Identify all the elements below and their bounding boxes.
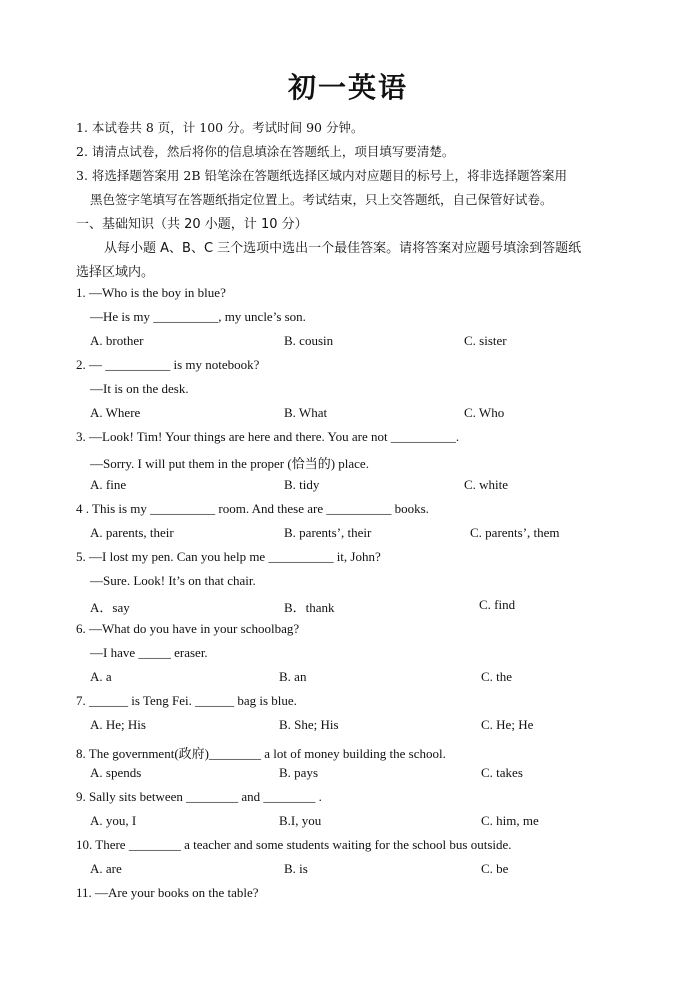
question-9-option-c: C. him, me bbox=[481, 813, 539, 828]
question-5-option-a: A．say bbox=[90, 600, 130, 615]
question-5-option-c: C. find bbox=[479, 597, 516, 612]
question-2-option-b: B. What bbox=[284, 405, 328, 420]
directions-line-2: 选择区域内。 bbox=[76, 265, 155, 280]
question-1-option-a: A. brother bbox=[90, 333, 144, 348]
question-5-option-b: B．thank bbox=[284, 600, 335, 615]
question-3-option-c: C. white bbox=[464, 477, 509, 492]
question-9-option-b: B.I, you bbox=[279, 813, 322, 828]
question-6-option-c: C. the bbox=[481, 669, 513, 684]
directions-line-1: 从每小题 A、B、C 三个选项中选出一个最佳答案。请将答案对应题号填涂到答题纸 bbox=[104, 241, 582, 256]
question-3-stem: 3. —Look! Tim! Your things are here and there. You are not __________. bbox=[76, 429, 460, 444]
question-3-line2: —Sorry. I will put them in the proper (恰当的) place. bbox=[90, 456, 369, 471]
question-4-stem: 4 . This is my __________ room. And these are __________ books. bbox=[76, 501, 429, 516]
question-10-stem: 10. There ________ a teacher and some students waiting for the school bus outside. bbox=[76, 837, 512, 852]
question-5-line2: —Sure. Look! It’s on that chair. bbox=[90, 573, 256, 588]
question-2-option-c: C. Who bbox=[464, 405, 505, 420]
question-7-option-b: B. She; His bbox=[279, 717, 339, 732]
question-5-stem: 5. —I lost my pen. Can you help me __________ it, John? bbox=[76, 549, 381, 564]
section-heading: 一、基础知识（共 20 小题，计 10 分） bbox=[76, 217, 308, 232]
question-1-line2: —He is my __________, my uncle’s son. bbox=[90, 309, 306, 324]
question-2-line2: —It is on the desk. bbox=[90, 381, 189, 396]
instruction-2: 2. 请清点试卷，然后将你的信息填涂在答题纸上，项目填写要清楚。 bbox=[76, 144, 455, 159]
question-7-stem: 7. ______ is Teng Fei. ______ bag is blue. bbox=[76, 693, 297, 708]
question-2-option-a: A. Where bbox=[90, 405, 141, 420]
question-10-option-b: B. is bbox=[284, 861, 308, 876]
question-4-option-b: B. parents’, their bbox=[284, 525, 372, 540]
question-4-option-c: C. parents’, them bbox=[470, 525, 560, 540]
question-1-stem: 1. —Who is the boy in blue? bbox=[76, 285, 226, 300]
question-6-line2: —I have _____ eraser. bbox=[90, 645, 208, 660]
question-1-option-c: C. sister bbox=[464, 333, 507, 348]
question-8-option-b: B. pays bbox=[279, 765, 318, 780]
question-1-option-b: B. cousin bbox=[284, 333, 334, 348]
instruction-3-continued: 黑色签字笔填写在答题纸指定位置上。考试结束，只上交答题纸，自己保管好试卷。 bbox=[90, 192, 553, 207]
question-6-option-b: B. an bbox=[279, 669, 307, 684]
question-2-stem: 2. — __________ is my notebook? bbox=[76, 357, 260, 372]
question-11-stem: 11. —Are your books on the table? bbox=[76, 885, 259, 900]
page-title: 初一英语 bbox=[287, 71, 408, 104]
instruction-1: 1. 本试卷共 8 页，计 100 分。考试时间 90 分钟。 bbox=[76, 120, 364, 135]
question-7-option-c: C. He; He bbox=[481, 717, 534, 732]
question-9-stem: 9. Sally sits between ________ and ________ . bbox=[76, 789, 322, 804]
question-8-option-c: C. takes bbox=[481, 765, 523, 780]
question-3-option-b: B. tidy bbox=[284, 477, 320, 492]
question-10-option-c: C. be bbox=[481, 861, 509, 876]
instruction-3: 3. 将选择题答案用 2B 铅笔涂在答题纸选择区域内对应题目的标号上，将非选择题答案用 bbox=[76, 168, 567, 183]
question-3-option-a: A. fine bbox=[90, 477, 127, 492]
question-8-stem: 8. The government(政府)________ a lot of money building the school. bbox=[76, 746, 446, 761]
question-8-option-a: A. spends bbox=[90, 765, 142, 780]
question-7-option-a: A. He; His bbox=[90, 717, 146, 732]
question-10-option-a: A. are bbox=[90, 861, 122, 876]
question-6-stem: 6. —What do you have in your schoolbag? bbox=[76, 621, 300, 636]
question-4-option-a: A. parents, their bbox=[90, 525, 174, 540]
question-6-option-a: A. a bbox=[90, 669, 112, 684]
question-9-option-a: A. you, I bbox=[90, 813, 137, 828]
